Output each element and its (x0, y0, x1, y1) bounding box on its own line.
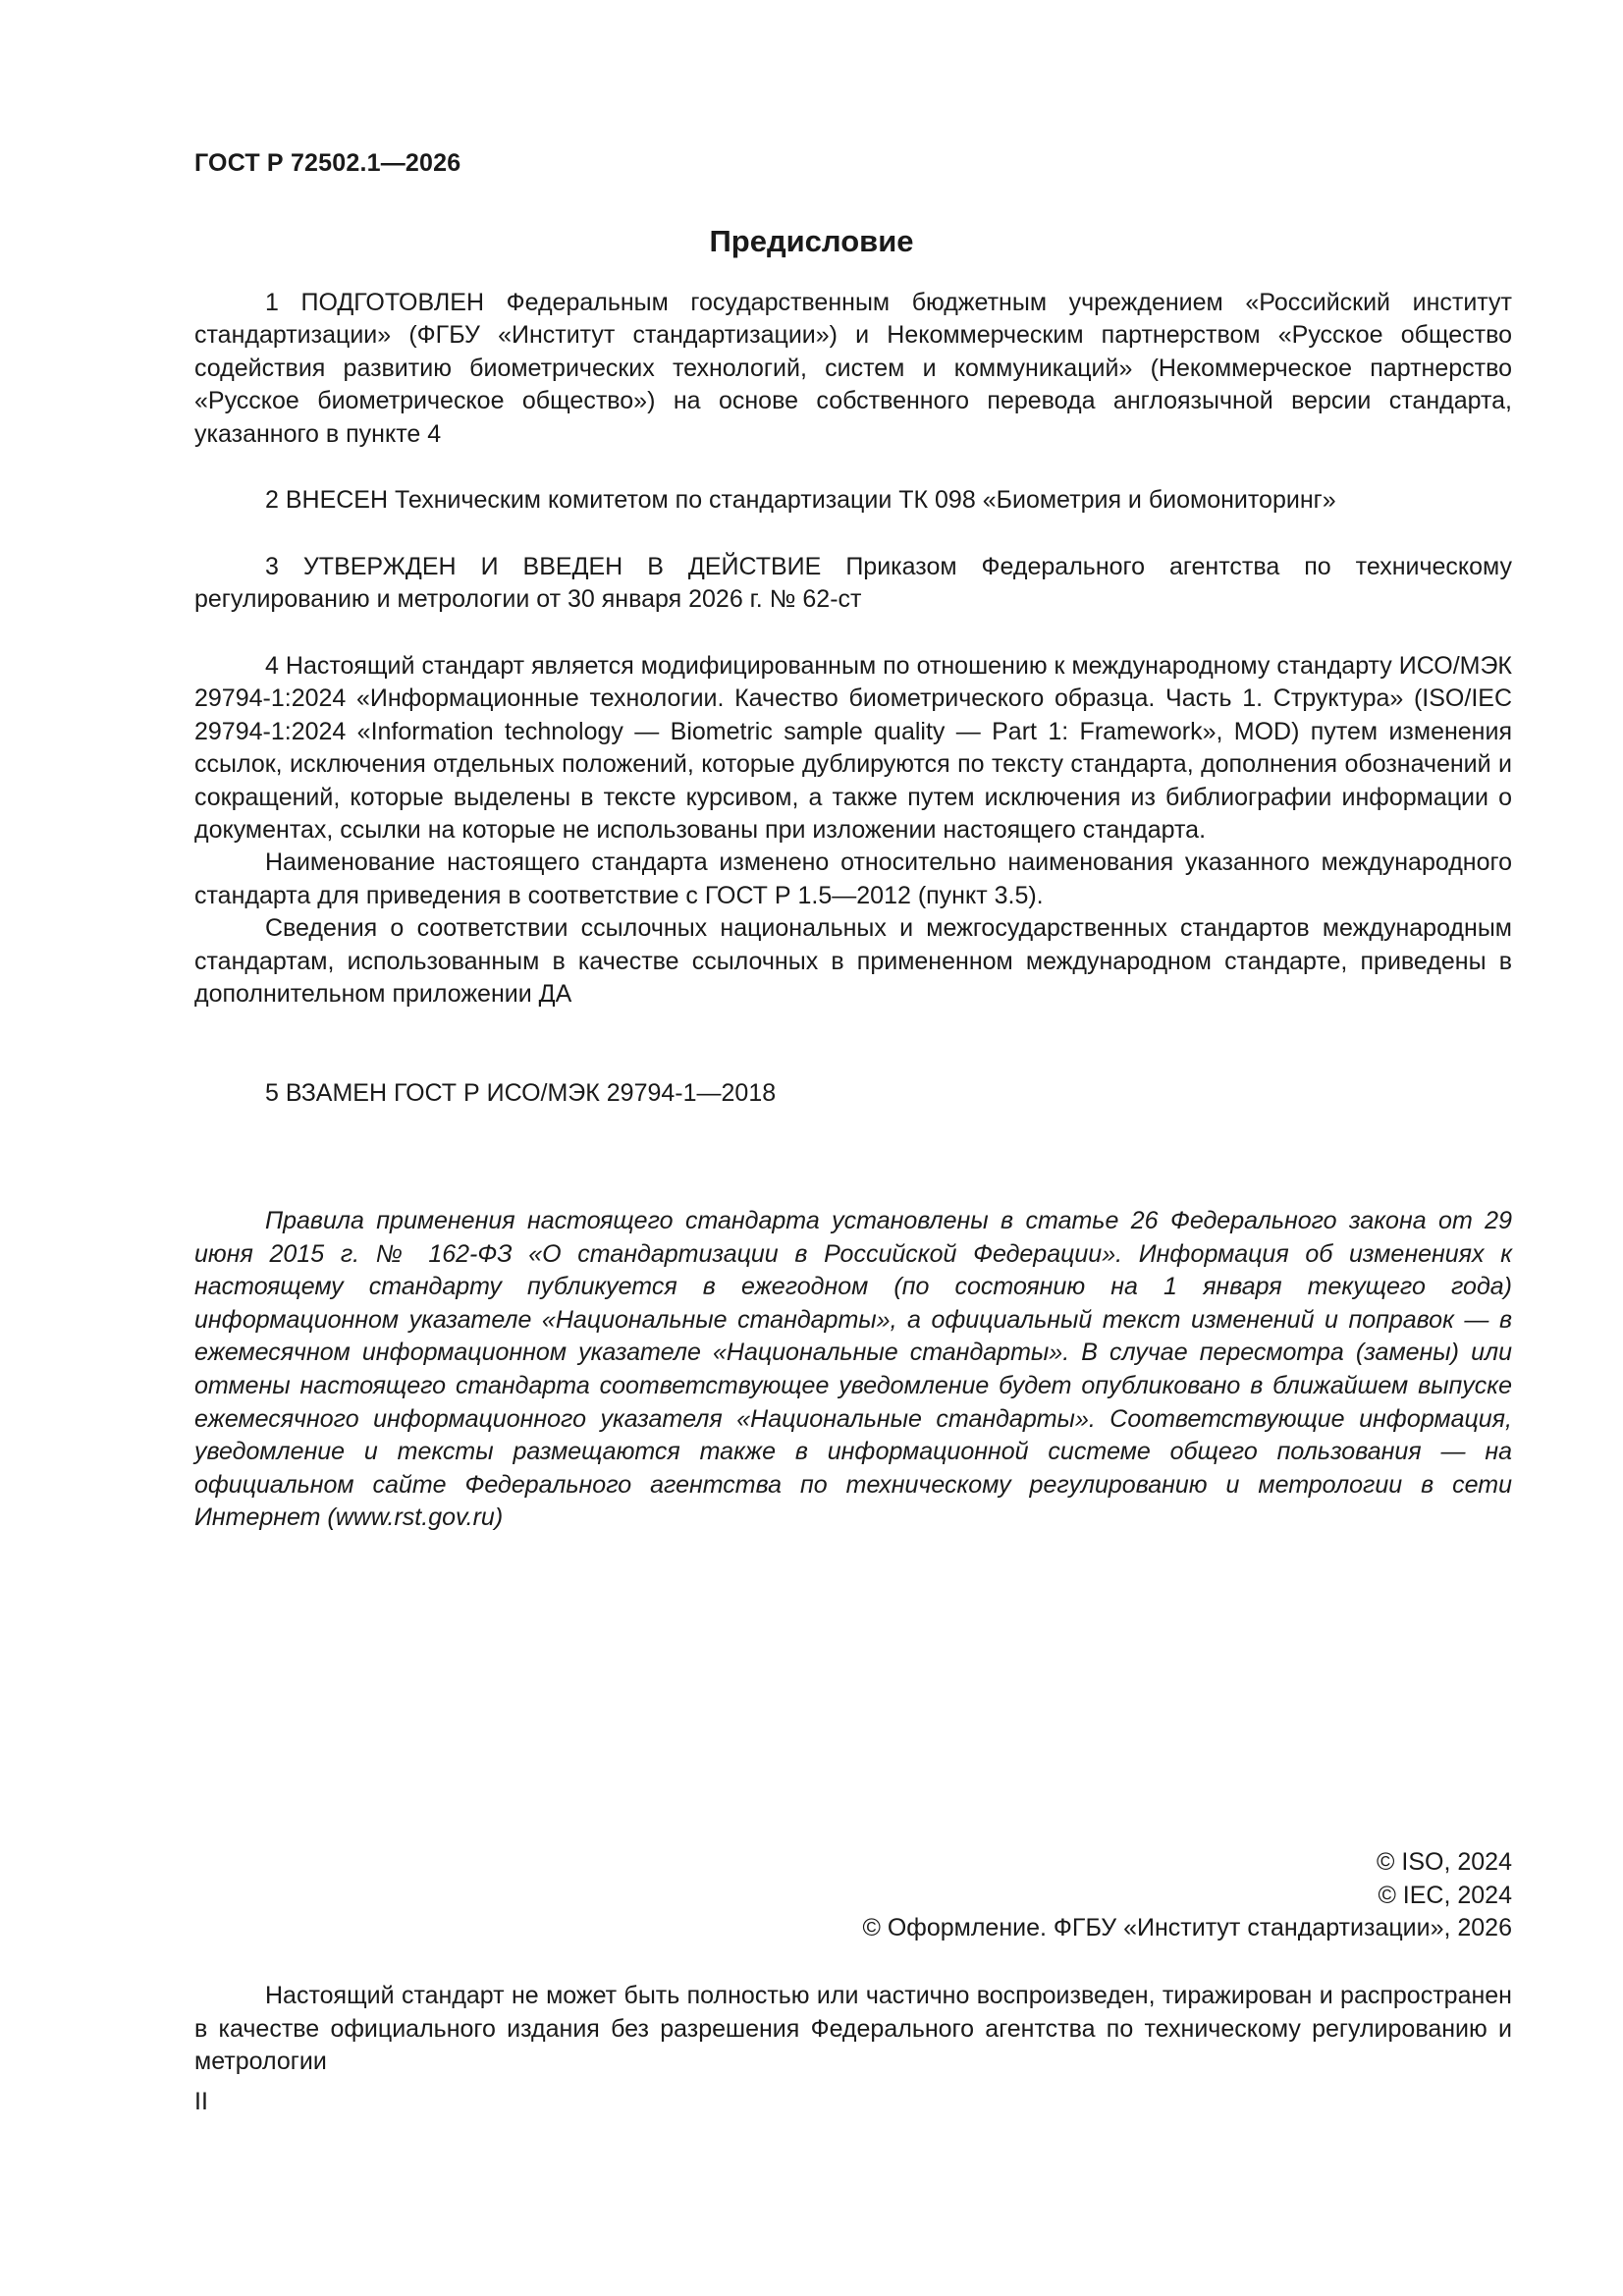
foreword-item-4-paragraph-1: 4 Настоящий стандарт является модифицированным по отношению к международному стандарту ИСО/МЭК 29794-1:2024 «Информационные технологии. Качество биометрического образца. Часть 1. Структура» (ISO/IEC 29794-1:2024 «Information technology — Biometric sample quality — Part 1: Framework», MOD) путем изменения ссылок, исключения отдельных положений, которые дублируются по тексту стандарта, дополнения обозначений и сокращений, которые выделены в тексте курсивом, а также путем исключения из библиографии информации о документах, ссылки на которые не использованы при изложении настоящего стандарта. (194, 652, 1512, 845)
foreword-item-4-paragraph-2: Наименование настоящего стандарта изменено относительно наименования указанного международного стандарта для приведения в соответствие с ГОСТ Р 1.5—2012 (пункт 3.5). (194, 848, 1512, 909)
foreword-item-4-paragraph-3: Сведения о соответствии ссылочных национальных и межгосударственных стандартов международным стандартам, использованным в качестве ссылочных в примененном международном стандарте, приведены в дополнительном приложении ДА (194, 914, 1512, 1009)
copyright-design: © Оформление. ФГБУ «Институт стандартизации», 2026 (862, 1914, 1512, 1942)
foreword-item-5 (194, 1077, 1512, 1110)
page-title: Предисловие (709, 224, 914, 258)
copyright-iec: © IEC, 2024 (1378, 1881, 1512, 1909)
copyright-iso: © ISO, 2024 (1377, 1848, 1512, 1876)
foreword-item-3 (194, 551, 1512, 617)
foreword-item-5-text: 5 ВЗАМЕН ГОСТ Р ИСО/МЭК 29794-1—2018 (265, 1079, 777, 1107)
copyright-block (862, 1846, 1512, 1945)
foreword-item-1 (194, 287, 1512, 451)
foreword-item-4 (194, 650, 1512, 1011)
application-rules-text: Правила применения настоящего стандарта установлены в статье 26 Федерального закона от 29 июня 2015 г. № 162-ФЗ «О стандартизации в Российской Федерации». Информация об изменениях к настоящему стандарту публикуется в ежегодном (по состоянию на 1 января текущего года) информационном указателе «Национальные стандарты», а официальный текст изменений и поправок — в ежемесячном информационном указателе «Национальные стандарты». В случае пересмотра (замены) или отмены настоящего стандарта соответствующее уведомление будет опубликовано в ближайшем выпуске ежемесячного информационного указателя «Национальные стандарты». Соответствующие информация, уведомление и тексты размещаются также в информационной системе общего пользования — на официальном сайте Федерального агентства по техническому регулированию и метрологии в сети Интернет (www.rst.gov.ru) (194, 1207, 1512, 1532)
reproduction-notice (194, 1980, 1512, 2079)
application-rules-notice (194, 1205, 1512, 1535)
foreword-item-1-text: 1 ПОДГОТОВЛЕН Федеральным государственным бюджетным учреждением «Российский институт стандартизации» (ФГБУ «Институт стандартизации») и Некоммерческим партнерством «Русское общество содействия развитию биометрических технологий, систем и коммуникаций» (Некоммерческое партнерство «Русское биометрическое общество») на основе собственного перевода англоязычной версии стандарта, указанного в пункте 4 (194, 289, 1512, 448)
reproduction-notice-text: Настоящий стандарт не может быть полностью или частично воспроизведен, тиражирован и распространен в качестве официального издания без разрешения Федерального агентства по техническому регулированию и метрологии (194, 1982, 1512, 2076)
foreword-item-2-text: 2 ВНЕСЕН Техническим комитетом по стандартизации ТК 098 «Биометрия и биомониторинг» (265, 486, 1336, 514)
foreword-item-3-text: 3 УТВЕРЖДЕН И ВВЕДЕН В ДЕЙСТВИЕ Приказом Федерального агентства по техническому регулированию и метрологии от 30 января 2026 г. № 62-ст (194, 553, 1512, 614)
foreword-item-2 (194, 484, 1512, 517)
standard-code: ГОСТ Р 72502.1—2026 (194, 149, 461, 177)
page-number: II (194, 2088, 208, 2115)
